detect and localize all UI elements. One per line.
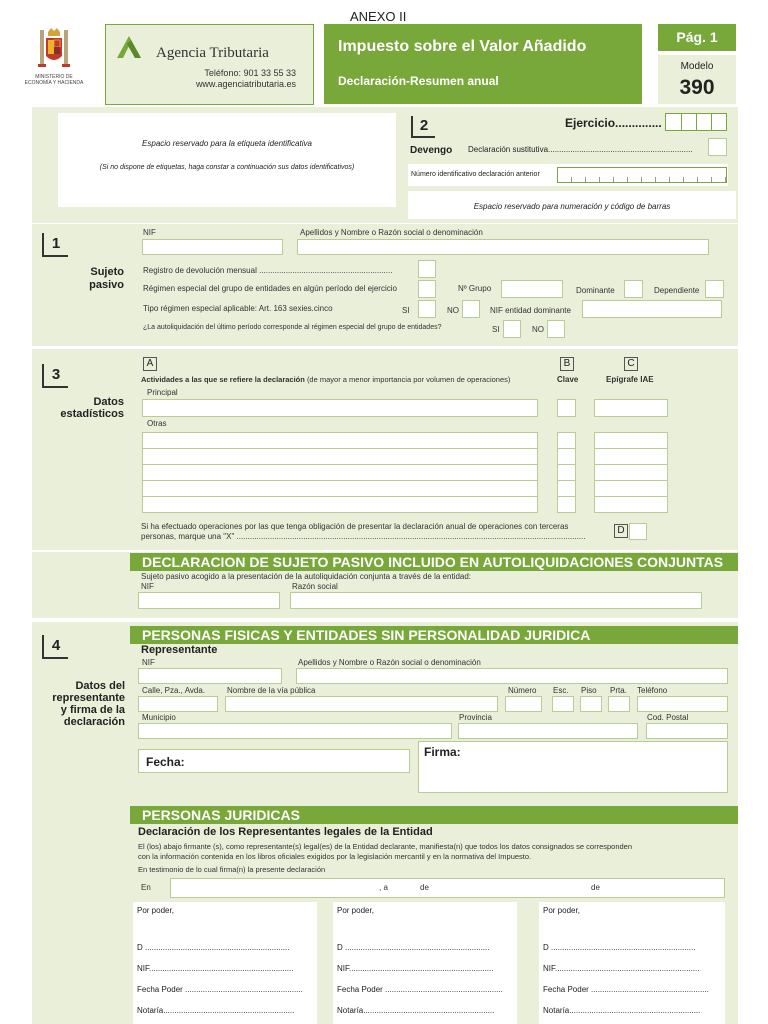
conjuntas-nif-input[interactable] <box>138 592 280 609</box>
s4-firma-area[interactable] <box>418 741 728 793</box>
s3-terceras-label-1: Si ha efectuado operaciones por las que tenga obligación de presentar la declaración anual de operaciones con terceras <box>141 522 569 531</box>
section-4-number: 4 <box>42 635 68 659</box>
s1-si-checkbox[interactable] <box>418 300 436 318</box>
s3-otras-input[interactable] <box>142 448 538 465</box>
model-box <box>658 55 736 104</box>
tax-title-box <box>324 24 642 104</box>
page-number-box <box>658 24 736 51</box>
section-1-title-1: Sujeto <box>90 266 124 278</box>
s1-grupo-label: Nº Grupo <box>458 284 492 293</box>
s4-esc-label: Esc. <box>553 686 569 695</box>
devengo-number: 2 <box>411 116 435 138</box>
s1-no-label: NO <box>447 306 459 315</box>
s1-nif-dominante-label: NIF entidad dominante <box>490 306 571 315</box>
s1-si-label: SI <box>402 306 410 315</box>
s1-dominante-checkbox[interactable] <box>624 280 643 298</box>
spain-coat-of-arms-icon <box>36 26 72 72</box>
sig-3-por-poder: Por poder, <box>543 906 580 915</box>
devengo-label: Devengo <box>410 145 453 156</box>
s3-principal-epigrafe[interactable] <box>594 399 668 417</box>
section-1-title-2: pasivo <box>89 279 124 291</box>
decl-text-2: con la información contenida en los libros oficiales exigidos por la legislación mercantil y en la normativa del Impuesto. <box>138 852 532 861</box>
ministry-name: MINISTERIO DE ECONOMÍA Y HACIENDA <box>24 74 84 86</box>
decl-title: Declaración de los Representantes legales de la Entidad <box>138 826 433 838</box>
de-label-2: de <box>591 883 600 892</box>
sig-2-d: D ................................................................. <box>337 943 490 952</box>
signature-block-1[interactable] <box>133 902 317 1024</box>
s3-otras-input[interactable] <box>142 480 538 497</box>
s1-dependiente-label: Dependiente <box>654 286 700 295</box>
s4-prta-input[interactable] <box>608 696 630 712</box>
sustitutiva-checkbox[interactable] <box>708 138 727 156</box>
s3-otras-clave[interactable] <box>557 432 576 449</box>
fisicas-header: PERSONAS FISICAS Y ENTIDADES SIN PERSONALIDAD JURIDICA <box>130 626 738 644</box>
s4-apellidos-input[interactable] <box>296 668 728 684</box>
s3-otras-epigrafe[interactable] <box>594 464 668 481</box>
section-1-number: 1 <box>42 233 68 257</box>
signature-block-2[interactable] <box>333 902 517 1024</box>
barcode-space <box>408 191 736 219</box>
annex-label: ANEXO II <box>350 9 407 24</box>
s3-otras-input[interactable] <box>142 432 538 449</box>
s1-apellidos-label: Apellidos y Nombre o Razón social o denominación <box>300 228 483 237</box>
s3-otras-label: Otras <box>147 419 167 428</box>
s3-principal-input[interactable] <box>142 399 538 417</box>
s4-prta-label: Prta. <box>610 686 627 695</box>
agency-phone: Teléfono: 901 33 55 33 <box>204 68 296 78</box>
s1-autoliq-label: ¿La autoliquidación del último período corresponde al régimen especial del grupo de entidades? <box>143 324 442 331</box>
conjuntas-header: DECLARACION DE SUJETO PASIVO INCLUIDO EN AUTOLIQUIDACIONES CONJUNTAS <box>130 553 738 571</box>
s1-si2-label: SI <box>492 325 500 334</box>
num-anterior-input[interactable] <box>557 167 727 183</box>
s4-esc-input[interactable] <box>552 696 574 712</box>
s1-regimen-label: Régimen especial del grupo de entidades en algún período del ejercicio <box>143 284 397 293</box>
section-3-number: 3 <box>42 364 68 388</box>
s3-actividades-title: Actividades a las que se refiere la declaración <box>141 375 305 384</box>
s1-no2-label: NO <box>532 325 544 334</box>
sig-2-nif: NIF................................................................. <box>337 964 494 973</box>
s4-numero-label: Número <box>508 686 537 695</box>
s4-calle-input[interactable] <box>138 696 218 712</box>
s1-grupo-input[interactable] <box>501 280 563 298</box>
s4-provincia-label: Provincia <box>459 713 492 722</box>
label-space <box>58 113 396 207</box>
sig-1-fecha-poder: Fecha Poder ..................................................... <box>137 985 303 994</box>
s3-otras-epigrafe[interactable] <box>594 432 668 449</box>
s3-otras-clave[interactable] <box>557 496 576 513</box>
sig-1-por-poder: Por poder, <box>137 906 174 915</box>
page-number: Pág. 1 <box>676 29 718 45</box>
tax-subtitle: Declaración-Resumen anual <box>338 74 499 88</box>
model-label: Modelo <box>680 61 714 72</box>
s4-via-input[interactable] <box>225 696 498 712</box>
s3-letter-a: A <box>143 357 157 371</box>
sig-3-fecha-poder: Fecha Poder ..................................................... <box>543 985 709 994</box>
s3-otras-input[interactable] <box>142 496 538 513</box>
s1-registro-checkbox[interactable] <box>418 260 436 278</box>
s4-provincia-input[interactable] <box>458 723 638 739</box>
s3-terceras-checkbox[interactable] <box>629 523 647 540</box>
s4-piso-input[interactable] <box>580 696 602 712</box>
s1-dominante-label: Dominante <box>576 286 615 295</box>
juridicas-header: PERSONAS JURIDICAS <box>130 806 738 824</box>
label-space-note: (Si no dispone de etiquetas, haga constar a continuación sus datos identificativos) <box>99 164 355 171</box>
s1-dependiente-checkbox[interactable] <box>705 280 724 298</box>
de-label-1: de <box>420 883 429 892</box>
s1-registro-label: Registro de devolución mensual ............................................................ <box>143 266 393 275</box>
tax-title: Impuesto sobre el Valor Añadido <box>338 38 587 55</box>
s3-otras-clave[interactable] <box>557 480 576 497</box>
s3-letter-d: D <box>614 524 628 538</box>
sig-1-d: D ................................................................. <box>137 943 290 952</box>
s4-nif-label: NIF <box>142 658 155 667</box>
s3-otras-epigrafe[interactable] <box>594 448 668 465</box>
s3-letter-b: B <box>560 357 574 371</box>
label-space-text: Espacio reservado para la etiqueta identificativa <box>142 139 312 148</box>
num-anterior-label: Número identificativo declaración anterior <box>411 171 540 178</box>
sig-2-fecha-poder: Fecha Poder ..................................................... <box>337 985 503 994</box>
s4-via-label: Nombre de la vía pública <box>227 686 316 695</box>
s3-actividades-note: (de mayor a menor importancia por volumen de operaciones) <box>306 375 511 384</box>
section-3-title-1: Datos <box>93 396 124 408</box>
s1-apellidos-input[interactable] <box>297 239 709 255</box>
s3-principal-label: Principal <box>147 388 178 397</box>
s3-otras-epigrafe[interactable] <box>594 480 668 497</box>
representante-title: Representante <box>141 644 218 656</box>
s1-nif-label: NIF <box>143 228 156 237</box>
s4-firma-label: Firma: <box>424 745 461 759</box>
model-number: 390 <box>679 76 715 99</box>
s3-otras-input[interactable] <box>142 464 538 481</box>
s3-otras-rows <box>142 432 668 515</box>
conjuntas-note: Sujeto pasivo acogido a la presentación de la autoliquidación conjunta a través de la entidad: <box>141 572 472 581</box>
section-4-title-1: Datos del <box>75 680 125 692</box>
s3-letter-c: C <box>624 357 638 371</box>
s4-nif-input[interactable] <box>138 668 282 684</box>
sig-2-notaria: Notaría........................................................... <box>337 1006 495 1015</box>
sig-3-d: D ................................................................. <box>543 943 696 952</box>
sig-1-notaria: Notaría........................................................... <box>137 1006 295 1015</box>
sig-3-notaria: Notaría........................................................... <box>543 1006 701 1015</box>
barcode-space-text: Espacio reservado para numeración y código de barras <box>473 202 671 211</box>
section-4-title-3: y firma de la <box>60 704 125 716</box>
s4-telefono-label: Teléfono <box>637 686 668 695</box>
s4-telefono-input[interactable] <box>637 696 728 712</box>
conjuntas-nif-label: NIF <box>141 582 154 591</box>
s4-calle-label: Calle, Pza., Avda. <box>142 686 205 695</box>
num-anterior-row <box>408 164 728 186</box>
en-label: En <box>141 883 151 892</box>
ejercicio-label: Ejercicio.............. <box>565 116 662 130</box>
s3-actividades-label <box>141 375 510 384</box>
section-4-title-2: representante <box>52 692 125 704</box>
agency-box <box>105 24 314 105</box>
sig-2-por-poder: Por poder, <box>337 906 374 915</box>
agency-logo-icon <box>115 34 143 60</box>
conjuntas-razon-label: Razón social <box>292 582 338 591</box>
sustitutiva-label: Declaración sustitutiva................................................................. <box>468 145 693 154</box>
sig-1-nif: NIF................................................................. <box>137 964 294 973</box>
s3-terceras-label-2: personas, marque una "X" ............................................................................................................................................................. <box>141 532 586 541</box>
s4-municipio-input[interactable] <box>138 723 452 739</box>
decl-text-1: El (los) abajo firmante (s), como representante(s) legal(es) de la Entidad declarante, manifiesta(n) que todos los datos consignados se corresponden <box>138 842 633 851</box>
signature-block-3[interactable] <box>539 902 725 1024</box>
agency-name: Agencia Tributaria <box>156 45 269 61</box>
section-4-title-4: declaración <box>63 716 125 728</box>
s1-si2-checkbox[interactable] <box>503 320 521 338</box>
s4-municipio-label: Municipio <box>142 713 176 722</box>
s1-no-checkbox[interactable] <box>462 300 480 318</box>
s3-otras-epigrafe[interactable] <box>594 496 668 513</box>
s3-principal-clave[interactable] <box>557 399 576 417</box>
s1-nif-dominante-input[interactable] <box>582 300 722 318</box>
s3-epigrafe-label: Epígrafe IAE <box>606 375 654 384</box>
s1-regimen-checkbox[interactable] <box>418 280 436 298</box>
s1-no2-checkbox[interactable] <box>547 320 565 338</box>
s1-nif-input[interactable] <box>142 239 283 255</box>
sig-3-nif: NIF................................................................. <box>543 964 700 973</box>
s4-piso-label: Piso <box>581 686 597 695</box>
s4-numero-input[interactable] <box>505 696 542 712</box>
a-label: , a <box>379 883 388 892</box>
s1-tipo-regimen-label: Tipo régimen especial aplicable: Art. 163 sexies.cinco <box>143 304 333 313</box>
s3-otras-clave[interactable] <box>557 448 576 465</box>
decl-text-3: En testimonio de lo cual firma(n) la presente declaración <box>138 865 326 874</box>
s3-clave-label: Clave <box>557 375 579 384</box>
ejercicio-input[interactable] <box>665 113 727 131</box>
conjuntas-razon-input[interactable] <box>290 592 702 609</box>
s4-fecha-label: Fecha: <box>146 755 185 769</box>
s3-otras-clave[interactable] <box>557 464 576 481</box>
s4-cod-postal-label: Cod. Postal <box>647 713 689 722</box>
agency-web: www.agenciatributaria.es <box>195 79 296 89</box>
lugar-fecha-input[interactable] <box>170 878 725 898</box>
s4-apellidos-label: Apellidos y Nombre o Razón social o denominación <box>298 658 481 667</box>
s4-cod-postal-input[interactable] <box>646 723 728 739</box>
section-3-title-2: estadísticos <box>60 408 124 420</box>
